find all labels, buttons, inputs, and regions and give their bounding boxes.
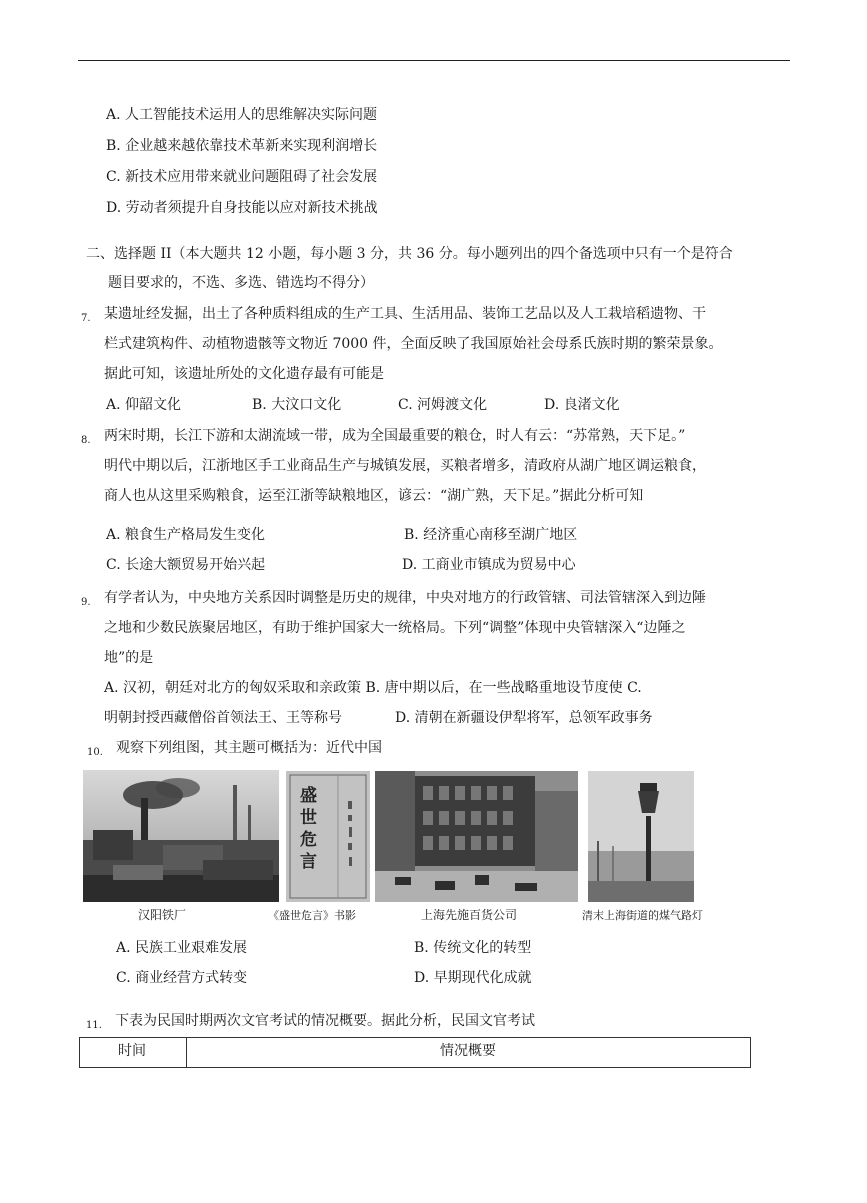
q7-stem-line1: 某遗址经发掘，出土了各种质料组成的生产工具、生活用品、装饰工艺品以及人工栽培稻遗物、干 [104, 306, 706, 322]
q7-stem-line2: 栏式建筑构件、动植物遗骸等文物近 7000 件，全面反映了我国原始社会母系氏族时期的繁荣景象。 [104, 336, 723, 352]
q11-number: 11. [86, 1020, 102, 1031]
q7-option-b: B. 大汶口文化 [252, 397, 342, 413]
photo-department-store [375, 771, 578, 902]
section2-heading: 二、选择题 II（本大题共 12 小题，每小题 3 分，共 36 分。每小题列出的四个备选项中只有一个是符合 [86, 246, 733, 262]
q6-option-a: A. 人工智能技术运用人的思维解决实际问题 [106, 107, 378, 123]
q10-stem: 观察下列组图，其主题可概括为：近代中国 [116, 740, 382, 756]
q9-stem-line1: 有学者认为，中央地方关系因时调整是历史的规律，中央对地方的行政管辖、司法管辖深入到边陲 [104, 590, 706, 606]
q8-option-d: D. 工商业市镇成为贸易中心 [402, 557, 576, 573]
caption-hanyang-ironworks: 汉阳铁厂 [138, 908, 187, 922]
q9-stem-line3: 地”的是 [104, 650, 154, 666]
q6-option-d: D. 劳动者须提升自身技能以应对新技术挑战 [106, 200, 378, 216]
header-rule [78, 60, 790, 61]
caption-gas-street-lamp: 清末上海街道的煤气路灯 [582, 909, 703, 922]
q8-stem-line2: 明代中期以后，江浙地区手工业商品生产与城镇发展，买粮者增多，清政府从湖广地区调运粮食， [104, 458, 706, 474]
book-title-text: 盛世危言 [300, 786, 317, 872]
photo-gas-street-lamp [588, 771, 694, 902]
q8-number: 8. [81, 435, 91, 446]
section2-heading-cont: 题目要求的，不选、多选、错选均不得分） [108, 275, 374, 291]
q10-option-b: B. 传统文化的转型 [414, 940, 532, 956]
q9-number: 9. [81, 597, 91, 608]
q8-option-c: C. 长途大额贸易开始兴起 [106, 557, 266, 573]
q7-stem-line3: 据此可知，该遗址所处的文化遗存最有可能是 [104, 366, 384, 382]
photo-hanyang-ironworks [83, 770, 279, 902]
table-header-summary: 情况概要 [440, 1043, 496, 1059]
q8-stem-line1: 两宋时期，长江下游和太湖流域一带，成为全国最重要的粮仓，时人有云：“苏常熟，天下足。” [104, 428, 686, 444]
q11-table [79, 1037, 751, 1068]
q9-option-d: D. 清朝在新疆设伊犁将军，总领军政事务 [395, 710, 653, 726]
q8-stem-line3: 商人也从这里采购粮食，运至江浙等缺粮地区，谚云：“湖广熟，天下足。”据此分析可知 [104, 488, 644, 504]
q10-option-d: D. 早期现代化成就 [414, 970, 532, 986]
table-header-time: 时间 [118, 1043, 146, 1059]
q7-option-a: A. 仰韶文化 [106, 397, 182, 413]
q10-number: 10. [87, 747, 103, 758]
q7-option-c: C. 河姆渡文化 [398, 397, 488, 413]
q9-stem-line2: 之地和少数民族聚居地区，有助于维护国家大一统格局。下列“调整”体现中央管辖深入“边陲之 [104, 620, 686, 636]
photo-book-cover [286, 771, 370, 902]
caption-book-cover: 《盛世危言》书影 [268, 909, 356, 922]
q7-number: 7. [81, 313, 91, 324]
q6-option-b: B. 企业越来越依靠技术革新来实现利润增长 [106, 138, 378, 154]
q8-option-a: A. 粮食生产格局发生变化 [106, 527, 266, 543]
q10-option-c: C. 商业经营方式转变 [116, 970, 248, 986]
q7-option-d: D. 良渚文化 [544, 397, 620, 413]
table-column-divider [186, 1038, 187, 1067]
q10-option-a: A. 民族工业艰难发展 [116, 940, 248, 956]
q6-option-c: C. 新技术应用带来就业问题阻碍了社会发展 [106, 169, 378, 185]
q11-stem: 下表为民国时期两次文官考试的情况概要。据此分析，民国文官考试 [115, 1013, 535, 1029]
q9-option-c-text: 明朝封授西藏僧俗首领法王、王等称号 [104, 710, 342, 726]
q9-options-line1: A. 汉初，朝廷对北方的匈奴采取和亲政策 B. 唐中期以后，在一些战略重地设节度使 C. [104, 680, 642, 696]
q8-option-b: B. 经济重心南移至湖广地区 [404, 527, 578, 543]
caption-department-store: 上海先施百货公司 [421, 908, 518, 922]
